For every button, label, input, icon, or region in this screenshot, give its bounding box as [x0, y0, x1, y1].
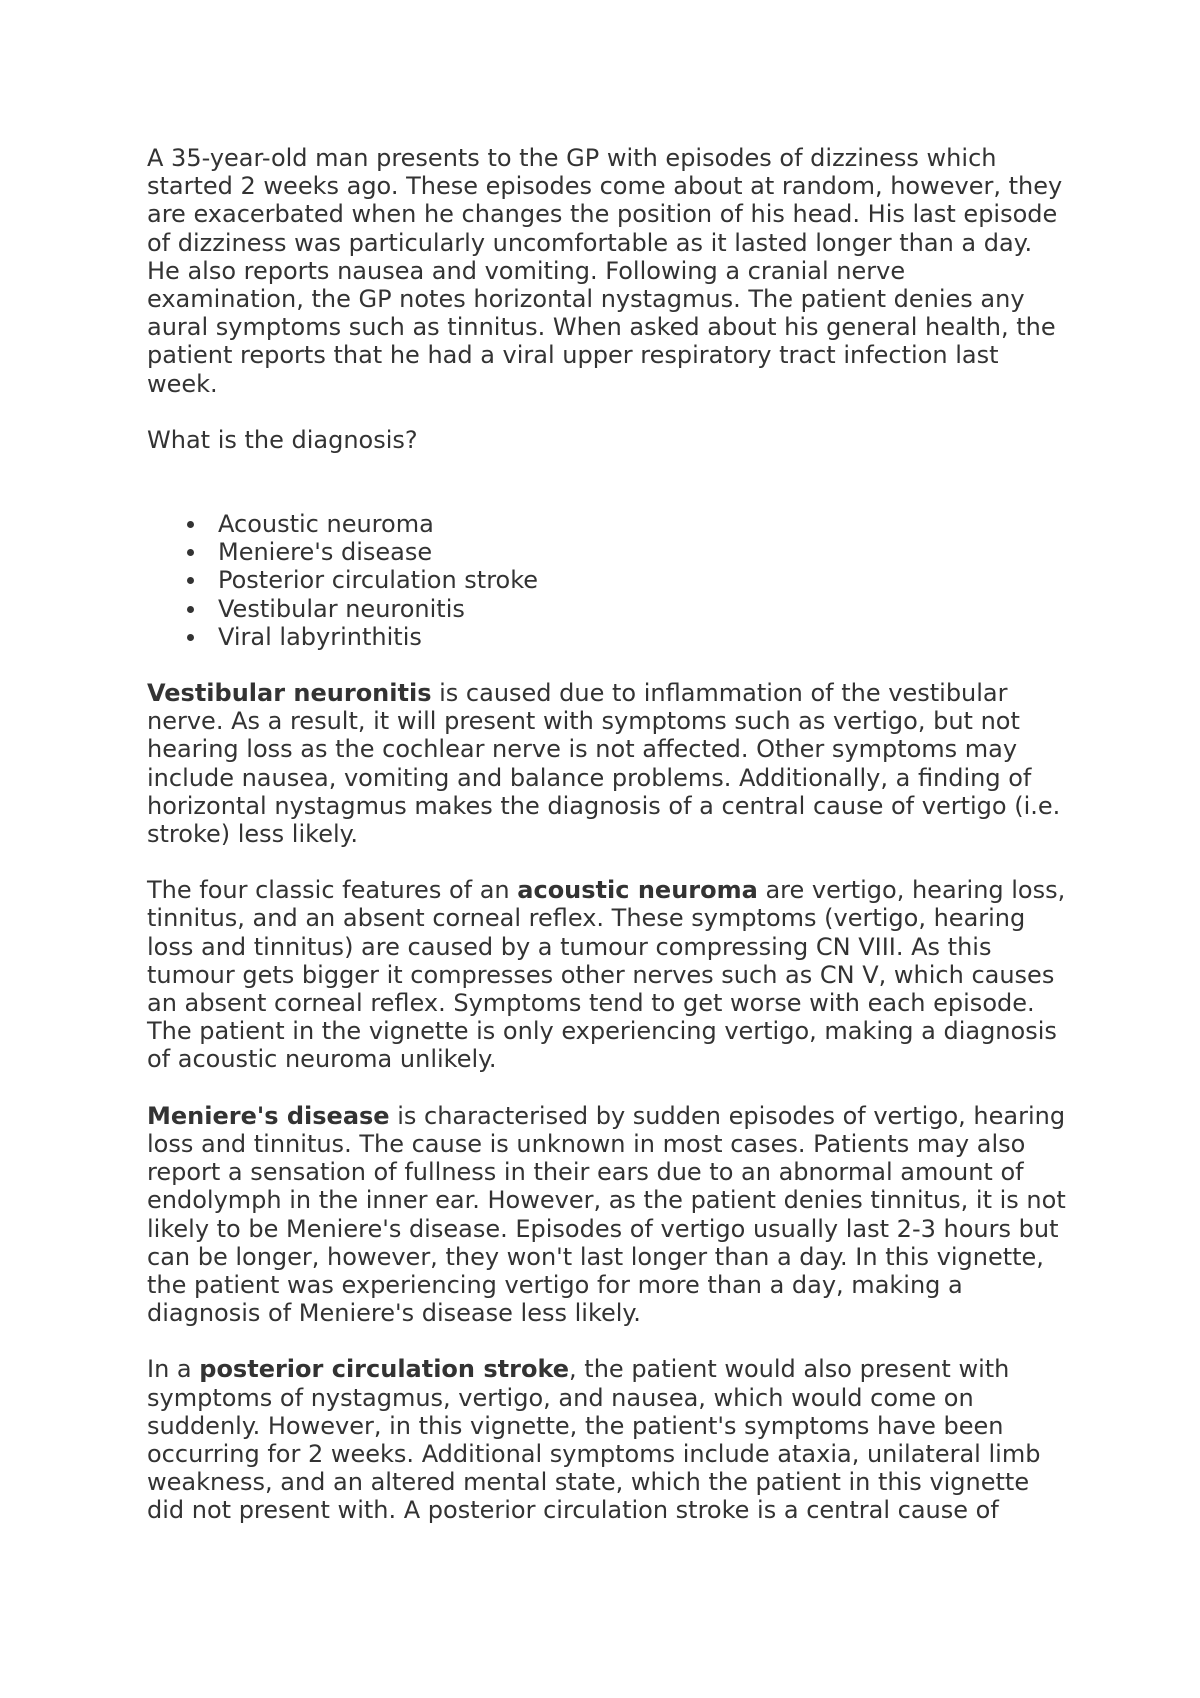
- option-posterior-circulation-stroke: Posterior circulation stroke: [147, 566, 1067, 594]
- spacer: [147, 848, 1067, 876]
- spacer: [147, 651, 1067, 679]
- spacer: [147, 398, 1067, 426]
- vignette-paragraph: A 35-year-old man presents to the GP with episodes of dizziness which started 2 weeks ago. These episodes come about at random, however, they are exacerbated when he changes the position of his head. His last episode of dizziness was particularly uncomfortable as it lasted longer than a day. He also reports nausea and vomiting. Following a cranial nerve examination, the GP notes horizontal nystagmus. The patient denies any aural symptoms such as tinnitus. When asked about his general health, the patient reports that he had a viral upper respiratory tract infection last week.: [147, 144, 1063, 398]
- term-acoustic-neuroma: acoustic neuroma: [517, 876, 758, 905]
- explanation-text: The four classic features of an: [147, 876, 518, 905]
- explanation-text: are vertigo, hearing loss, tinnitus, and an absent corneal reflex. These symptoms (vertigo, hearing loss and tinnitus) are caused by a tumour compressing CN VIII. As this tumour gets bigger it compresses other nerves such as CN V, which causes an absent corneal reflex. Symptoms tend to get worse with each episode. The patient in the vignette is only experiencing vertigo, making a diagnosis of acoustic neuroma unlikely.: [147, 876, 1066, 1074]
- explanation-posterior-circulation-stroke: [147, 1355, 1067, 1524]
- explanation-vestibular-neuronitis: [147, 679, 1067, 848]
- option-menieres-disease: Meniere's disease: [147, 538, 1067, 566]
- spacer: [147, 1074, 1067, 1102]
- explanation-text: , the patient would also present with symptoms of nystagmus, vertigo, and nausea, which would come on suddenly. However, in this vignette, the patient's symptoms have been occurring for 2 weeks. Additional symptoms include ataxia, unilateral limb weakness, and an altered mental state, which the patient in this vignette did not present with. A posterior circulation stroke is a central cause of: [147, 1355, 1041, 1525]
- document-page: [147, 144, 1067, 1525]
- question-text: What is the diagnosis?: [147, 425, 418, 454]
- option-vestibular-neuronitis: Vestibular neuronitis: [147, 595, 1067, 623]
- spacer: [147, 1327, 1067, 1355]
- answer-options-list: [147, 510, 1067, 651]
- option-viral-labyrinthitis: Viral labyrinthitis: [147, 623, 1067, 651]
- explanation-text: In a: [147, 1355, 200, 1384]
- term-posterior-circulation-stroke: posterior circulation stroke: [199, 1355, 570, 1384]
- explanation-text: is caused due to inflammation of the vestibular nerve. As a result, it will present with symptoms such as vertigo, but not hearing loss as the cochlear nerve is not affected. Other symptoms may include nausea, vomiting and balance problems. Additionally, a finding of horizontal nystagmus makes the diagnosis of a central cause of vertigo (i.e. stroke) less likely.: [147, 679, 1061, 849]
- option-acoustic-neuroma: Acoustic neuroma: [147, 510, 1067, 538]
- explanation-menieres-disease: [147, 1102, 1067, 1328]
- term-vestibular-neuronitis: Vestibular neuronitis: [147, 679, 432, 708]
- spacer: [147, 454, 1067, 510]
- term-menieres-disease: Meniere's disease: [147, 1101, 390, 1130]
- explanation-acoustic-neuroma: [147, 876, 1067, 1073]
- explanation-text: is characterised by sudden episodes of vertigo, hearing loss and tinnitus. The cause is unknown in most cases. Patients may also report a sensation of fullness in their ears due to an abnormal amount of endolymph in the inner ear. However, as the patient denies tinnitus, it is not likely to be Meniere's disease. Episodes of vertigo usually last 2-3 hours but can be longer, however, they won't last longer than a day. In this vignette, the patient was experiencing vertigo for more than a day, making a diagnosis of Meniere's disease less likely.: [147, 1101, 1066, 1328]
